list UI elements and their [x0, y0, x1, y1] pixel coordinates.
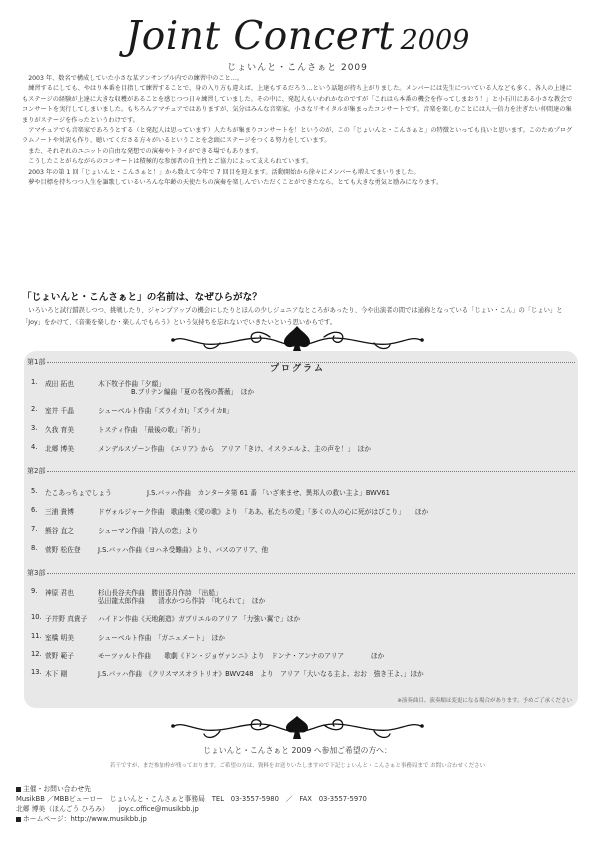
- intro-paragraph: 夢や目標を持ちつつ人生を謳歌しているいろんな年齢の天使たちの演奏を楽しんでいただくことができたなら、とても大きな勇気と励みになります。: [28, 179, 443, 187]
- program-item-no: 1.: [31, 378, 38, 386]
- program-section-label: [27, 357, 575, 367]
- section-2-label: 第2部: [27, 467, 46, 475]
- title-year: 2009: [400, 25, 470, 56]
- program-item-no: 4.: [31, 443, 38, 451]
- program-item-no: 7.: [31, 525, 38, 533]
- program-work: トスティ作曲 「最後の歌」「祈り」: [98, 426, 205, 434]
- homepage-link[interactable]: ホームページ：http://www.musikbb.jp: [23, 815, 147, 823]
- name-heading: 「じょいんと・こんさぁと」の名前は、なぜひらがな？: [22, 292, 262, 303]
- concert-subtitle: じょいんと・こんさぁと 2009: [227, 63, 368, 73]
- intro-paragraph: こうしたことがらながらのコンサートは積極的な参加者の自主性とご協力によって支えられています。: [28, 158, 313, 166]
- program-performer: 神原 君也: [45, 589, 74, 597]
- program-section-label: [27, 568, 575, 578]
- concert-title: [0, 14, 595, 59]
- program-performer: 三浦 貴博: [45, 508, 74, 516]
- contact-block: [16, 784, 367, 824]
- section-3-label: 第3部: [27, 569, 46, 577]
- contact-line: [16, 814, 367, 824]
- program-work: 杉山長谷夫作曲 勝田香月作詩 「出船」: [98, 589, 222, 597]
- intro-paragraph: アマチュアでも音楽家であろうとする（と発起人は思っています）人たちが集まりコンサートを！というのが、この「じょいんと・こんさぁと」の特徴といっても良いと思います。このためプログラムノートや対訳も作り、聴いてくださる方々がいるということを念頭にステージをつくる努力をしています。: [22, 127, 573, 145]
- program-item-no: 5.: [31, 487, 38, 495]
- program-performer: 久我 育美: [45, 426, 74, 434]
- intro-paragraph: また、それぞれのユニットの自由な発想での演奏やトライができる場でもあります。: [28, 147, 263, 155]
- program-performer: 成田 拓也: [45, 380, 74, 388]
- intro-text: [22, 74, 574, 188]
- program-section-label: [27, 466, 575, 476]
- intro-paragraph: 2003 年の第 1 回「じょいんと・こんさぁと！」から数えて今年で 7 回目を迎えます。活動開始から徐々にメンバーも増えてまいりました。: [28, 168, 420, 176]
- bullet-square-icon: [16, 817, 21, 822]
- program-performer: 熊谷 直之: [45, 527, 74, 535]
- section-1-label: 第1部: [27, 358, 46, 366]
- program-item-no: 9.: [31, 587, 38, 595]
- join-heading: じょいんと・こんさぁと 2009 へ参加ご希望の方へ：: [203, 746, 392, 755]
- program-item-no: 13.: [31, 668, 42, 676]
- contact-line: [16, 784, 367, 794]
- title-main: Joint Concert: [125, 14, 395, 59]
- program-work: B.ブリテン編曲「夏の名残の薔薇」 ほか: [131, 388, 254, 396]
- program-work: ハイドン作曲《天地創造》ガブリエルのアリア 「力強い翼で」ほか: [98, 615, 301, 623]
- program-item-no: 10.: [31, 613, 42, 621]
- program-work: 木下牧子作曲「夕顔」: [98, 380, 165, 388]
- join-text: 若干ですが、まだ参加枠が残っております。ご希望の方は、資料をお送りいたしますので下記じょいんと・こんさぁと事務局まで お問い合わせください: [109, 763, 486, 769]
- program-item-no: 3.: [31, 424, 38, 432]
- program-work: ドヴォルジャーク作曲 歌曲集《愛の歌》より 「ああ、私たちの愛」「多くの人の心に死がはびこり」 ほか: [98, 508, 429, 516]
- program-performer: 菅野 範子: [45, 652, 74, 660]
- program-performer: 室橋 明美: [45, 634, 74, 642]
- name-body: いろいろと試行錯誤しつつ、挑戦したり、ジャンプアップの機会にしたりとほんの少しジュニアなところがあったり、今や出演者の間では通称となっている「じょい・こん」の「じょい」と「Joy」をかけて、《音楽を楽しむ・楽しんでもらう》という気持ちを忘れないでいきたいという思いからです。: [22, 307, 563, 326]
- program-work: J.S.バッハ作曲《ヨハネ受難曲》より、バスのアリア、他: [98, 546, 269, 554]
- program-work: シューベルト作曲「ズライカⅠ」「ズライカⅡ」: [98, 407, 233, 415]
- contact-line: MusikBB ／MBBビューロー じょいんと・こんさぁと事務局 TEL 03-3557-5980 ／ FAX 03-3557-5970: [16, 795, 367, 803]
- program-performer: たこあっちょでしょう: [45, 489, 112, 497]
- contact-line: 北郷 博美（ほんごう ひろみ） joy.c.office@musikbb.jp: [16, 805, 199, 813]
- program-performer: 室井 千晶: [45, 407, 74, 415]
- dotted-divider: [47, 362, 575, 363]
- program-item-no: 11.: [31, 632, 42, 640]
- program-note: ※演奏曲目、演奏順は変更になる場合があります。予めご了承ください: [397, 698, 572, 704]
- program-work: モーツァルト作曲 歌劇《ドン・ジョヴァンニ》より ドンナ・アンナのアリア ほか: [98, 652, 385, 660]
- program-work: メンデルスゾーン作曲 《エリア》から アリア「きけ、イスラエルよ、主の声を！」 ほか: [98, 445, 371, 453]
- intro-paragraph: 練習するにしても、やはり本番を目指して練習することで、身の入り方も違えば、上達もするだろう…という話題が持ち上がりました。メンバーには先生についている人なども多く、各人の上達にもステージの経験が上達に大きな収穫があることを感じつつ日々練習していました。その中に、発起人もいわれかなのですが「これはら本番の機会を作ってしまおう！」と小石川にある小さな教会でコンサートを実行してしまいました。もちろんアマチュアではありますが、気分はみんな音楽家。小さなリサイタルが集まったコンサートです。音楽を楽しむことには人一倍力を注ぎたい仲間達の集まりがステージを作ったというわけです。: [22, 85, 573, 124]
- dotted-divider: [47, 471, 575, 472]
- organizer-label: 主催・お問い合わせ先: [23, 785, 91, 793]
- program-work: J.S.バッハ作曲 カンタータ第 61 番 「いざ来ませ、異邦人の救い主よ」BWV61: [147, 489, 390, 497]
- program-item-no: 2.: [31, 405, 38, 413]
- program-work: シューマン作曲「詩人の恋」より: [98, 527, 199, 535]
- program-work: J.S.バッハ作曲 《クリスマスオラトリオ》BWV248 より アリア「大いなる主よ、おお 強き王よ、」ほか: [98, 670, 424, 678]
- program-performer: 菅野 松佐登: [45, 546, 81, 554]
- program-item-no: 8.: [31, 544, 38, 552]
- program-work: 弘田龍太郎作曲 清水かつら作詩 「叱られて」 ほか: [98, 597, 266, 605]
- intro-paragraph: 2003 年、数名で構成していた小さな某アンサンブル内での練習中のこと…。: [28, 75, 244, 82]
- dotted-divider: [47, 573, 575, 574]
- program-work: シューベルト作曲 「ガニュメート」 ほか: [98, 634, 225, 642]
- program-performer: 子井野 真貴子: [45, 615, 88, 623]
- program-item-no: 6.: [31, 506, 38, 514]
- program-performer: 木下 剛: [45, 670, 68, 678]
- program-item-no: 12.: [31, 650, 42, 658]
- program-title: プログラム: [270, 364, 325, 374]
- program-performer: 北郷 博美: [45, 445, 74, 453]
- bullet-square-icon: [16, 787, 21, 792]
